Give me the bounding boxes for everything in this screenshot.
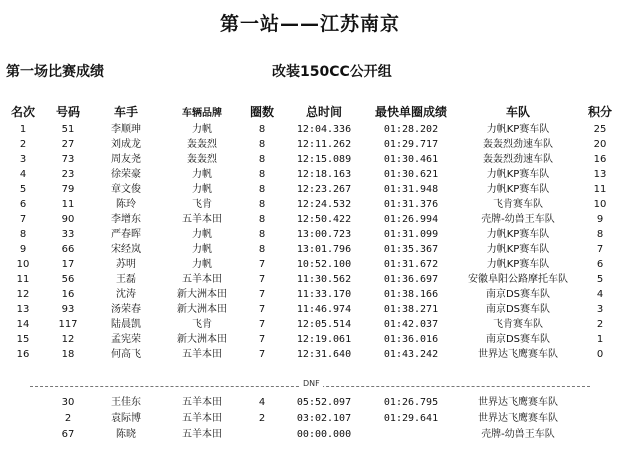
page-title: 第一站——江苏南京 bbox=[219, 13, 400, 35]
result-team: 南京DS赛车队 bbox=[485, 289, 551, 300]
result-number: 73 bbox=[61, 154, 75, 165]
results-table bbox=[0, 100, 620, 362]
result-laps: 8 bbox=[258, 244, 266, 255]
result-rider: 孟宪荣 bbox=[111, 334, 141, 345]
result-laps: 7 bbox=[258, 289, 266, 300]
result-best-lap: 01:43.242 bbox=[383, 349, 439, 360]
result-rider: 苏明 bbox=[116, 259, 136, 270]
result-total-time: 12:31.640 bbox=[296, 349, 352, 360]
result-number: 18 bbox=[61, 349, 75, 360]
result-laps: 8 bbox=[258, 184, 266, 195]
result-rank: 10 bbox=[16, 259, 30, 270]
result-rank: 4 bbox=[19, 169, 27, 180]
result-number: 66 bbox=[61, 244, 75, 255]
result-brand: 力帆 bbox=[192, 184, 212, 195]
result-total-time: 13:01.796 bbox=[296, 244, 352, 255]
dnf-points bbox=[580, 411, 620, 427]
result-best-lap: 01:31.376 bbox=[383, 199, 439, 210]
dnf-laps: 2 bbox=[258, 413, 266, 424]
result-brand: 五羊本田 bbox=[182, 349, 222, 360]
result-total-time: 12:18.163 bbox=[296, 169, 352, 180]
dnf-points bbox=[580, 395, 620, 411]
result-team: 力帆KP赛车队 bbox=[486, 259, 550, 270]
result-rank: 6 bbox=[19, 199, 27, 210]
result-team: 力帆KP赛车队 bbox=[486, 184, 550, 195]
result-points: 11 bbox=[593, 184, 607, 195]
result-rank: 8 bbox=[19, 229, 27, 240]
result-row bbox=[0, 317, 620, 332]
result-number: 90 bbox=[61, 214, 75, 225]
result-team: 南京DS赛车队 bbox=[485, 304, 551, 315]
result-number: 12 bbox=[61, 334, 75, 345]
result-row bbox=[0, 332, 620, 347]
result-brand: 轰轰烈 bbox=[187, 139, 217, 150]
race-category: 改装150CC公开组 bbox=[272, 64, 392, 80]
result-total-time: 12:24.532 bbox=[296, 199, 352, 210]
result-rider: 宋经岚 bbox=[111, 244, 141, 255]
result-team: 轰轰烈劲速车队 bbox=[483, 139, 553, 150]
result-total-time: 11:33.170 bbox=[296, 289, 352, 300]
result-best-lap: 01:30.461 bbox=[383, 154, 439, 165]
result-points: 6 bbox=[596, 259, 604, 270]
dnf-team: 世界达飞鹰赛车队 bbox=[478, 413, 558, 424]
dnf-brand: 五羊本田 bbox=[182, 397, 222, 408]
result-points: 4 bbox=[596, 289, 604, 300]
result-best-lap: 01:38.166 bbox=[383, 289, 439, 300]
result-brand: 飞肯 bbox=[192, 199, 212, 210]
dnf-table bbox=[0, 395, 620, 443]
result-laps: 8 bbox=[258, 214, 266, 225]
result-row bbox=[0, 272, 620, 287]
result-total-time: 12:19.061 bbox=[296, 334, 352, 345]
result-laps: 8 bbox=[258, 229, 266, 240]
result-number: 27 bbox=[61, 139, 75, 150]
result-best-lap: 01:29.717 bbox=[383, 139, 439, 150]
result-points: 2 bbox=[596, 319, 604, 330]
result-row bbox=[0, 197, 620, 212]
result-rank: 15 bbox=[16, 334, 30, 345]
result-brand: 五羊本田 bbox=[182, 274, 222, 285]
result-laps: 8 bbox=[258, 199, 266, 210]
header-row bbox=[0, 100, 620, 122]
result-points: 16 bbox=[593, 154, 607, 165]
result-rider: 李增东 bbox=[111, 214, 141, 225]
dnf-row bbox=[0, 395, 620, 411]
result-rider: 汤荣春 bbox=[111, 304, 141, 315]
result-number: 117 bbox=[58, 319, 78, 330]
result-total-time: 10:52.100 bbox=[296, 259, 352, 270]
dnf-body bbox=[0, 395, 620, 443]
result-row bbox=[0, 212, 620, 227]
dnf-row bbox=[0, 411, 620, 427]
result-laps: 8 bbox=[258, 154, 266, 165]
result-number: 56 bbox=[61, 274, 75, 285]
result-rank: 11 bbox=[16, 274, 30, 285]
dnf-points bbox=[580, 427, 620, 443]
result-rank: 13 bbox=[16, 304, 30, 315]
result-rider: 严春晖 bbox=[111, 229, 141, 240]
result-laps: 7 bbox=[258, 274, 266, 285]
result-total-time: 12:11.262 bbox=[296, 139, 352, 150]
result-best-lap: 01:42.037 bbox=[383, 319, 439, 330]
result-best-lap: 01:31.948 bbox=[383, 184, 439, 195]
dnf-rank bbox=[0, 411, 46, 427]
result-points: 10 bbox=[593, 199, 607, 210]
result-rider: 陈玲 bbox=[116, 199, 136, 210]
result-total-time: 12:23.267 bbox=[296, 184, 352, 195]
header-brand: 车辆品牌 bbox=[182, 107, 222, 119]
header-laps: 圈数 bbox=[249, 104, 274, 119]
result-total-time: 12:05.514 bbox=[296, 319, 352, 330]
dnf-number: 67 bbox=[61, 429, 75, 440]
result-laps: 7 bbox=[258, 319, 266, 330]
result-brand: 五羊本田 bbox=[182, 214, 222, 225]
result-row bbox=[0, 167, 620, 182]
result-number: 79 bbox=[61, 184, 75, 195]
result-number: 23 bbox=[61, 169, 75, 180]
result-row bbox=[0, 227, 620, 242]
result-rank: 2 bbox=[19, 139, 27, 150]
result-best-lap: 01:31.099 bbox=[383, 229, 439, 240]
result-row bbox=[0, 302, 620, 317]
result-points: 25 bbox=[593, 124, 607, 135]
dnf-laps bbox=[242, 427, 282, 443]
result-brand: 新大洲本田 bbox=[177, 334, 227, 345]
dnf-number: 30 bbox=[61, 397, 75, 408]
result-rank: 12 bbox=[16, 289, 30, 300]
dnf-team: 壳牌-幼兽王车队 bbox=[481, 429, 555, 440]
result-row bbox=[0, 122, 620, 137]
result-best-lap: 01:38.271 bbox=[383, 304, 439, 315]
result-row bbox=[0, 242, 620, 257]
result-row bbox=[0, 137, 620, 152]
result-best-lap: 01:36.697 bbox=[383, 274, 439, 285]
result-laps: 7 bbox=[258, 349, 266, 360]
result-best-lap: 01:35.367 bbox=[383, 244, 439, 255]
result-row bbox=[0, 257, 620, 272]
result-rank: 3 bbox=[19, 154, 27, 165]
dnf-rider: 陈晓 bbox=[116, 429, 136, 440]
result-best-lap: 01:31.672 bbox=[383, 259, 439, 270]
result-laps: 8 bbox=[258, 139, 266, 150]
result-rider: 陆晨凯 bbox=[111, 319, 141, 330]
result-team: 飞肯赛车队 bbox=[493, 199, 543, 210]
header-total-time: 总时间 bbox=[305, 104, 342, 119]
result-laps: 7 bbox=[258, 334, 266, 345]
result-points: 8 bbox=[596, 229, 604, 240]
result-total-time: 13:00.723 bbox=[296, 229, 352, 240]
dnf-row bbox=[0, 427, 620, 443]
dnf-total-time: 03:02.107 bbox=[296, 413, 352, 424]
result-brand: 轰轰烈 bbox=[187, 154, 217, 165]
result-number: 51 bbox=[61, 124, 75, 135]
result-laps: 8 bbox=[258, 124, 266, 135]
result-brand: 力帆 bbox=[192, 229, 212, 240]
result-team: 力帆KP赛车队 bbox=[486, 169, 550, 180]
dnf-total-time: 05:52.097 bbox=[296, 397, 352, 408]
dnf-rank bbox=[0, 427, 46, 443]
result-rider: 刘成龙 bbox=[111, 139, 141, 150]
result-brand: 力帆 bbox=[192, 244, 212, 255]
result-rider: 徐荣豪 bbox=[111, 169, 141, 180]
dnf-rider: 袁际博 bbox=[111, 413, 141, 424]
result-rank: 16 bbox=[16, 349, 30, 360]
header-rider: 车手 bbox=[113, 104, 138, 119]
result-row bbox=[0, 182, 620, 197]
result-rider: 李顺珅 bbox=[111, 124, 141, 135]
result-total-time: 11:46.974 bbox=[296, 304, 352, 315]
dnf-laps: 4 bbox=[258, 397, 266, 408]
result-points: 9 bbox=[596, 214, 604, 225]
race-name: 第一场比赛成绩 bbox=[6, 64, 104, 80]
result-best-lap: 01:36.016 bbox=[383, 334, 439, 345]
dnf-total-time: 00:00.000 bbox=[296, 429, 352, 440]
header-points: 积分 bbox=[587, 104, 612, 119]
result-number: 17 bbox=[61, 259, 75, 270]
result-rider: 何高飞 bbox=[111, 349, 141, 360]
header-number: 号码 bbox=[55, 104, 80, 119]
result-row bbox=[0, 287, 620, 302]
result-team: 飞肯赛车队 bbox=[493, 319, 543, 330]
header-rank: 名次 bbox=[10, 104, 35, 119]
result-brand: 力帆 bbox=[192, 259, 212, 270]
header-best-lap: 最快单圈成绩 bbox=[374, 104, 447, 119]
dnf-label: DNF bbox=[300, 379, 323, 388]
result-points: 13 bbox=[593, 169, 607, 180]
result-rank: 7 bbox=[19, 214, 27, 225]
result-laps: 7 bbox=[258, 259, 266, 270]
result-brand: 飞肯 bbox=[192, 319, 212, 330]
dnf-best-lap bbox=[366, 427, 456, 443]
result-points: 0 bbox=[596, 349, 604, 360]
result-best-lap: 01:28.202 bbox=[383, 124, 439, 135]
result-total-time: 12:15.089 bbox=[296, 154, 352, 165]
result-brand: 新大洲本田 bbox=[177, 304, 227, 315]
result-team: 力帆KP赛车队 bbox=[486, 229, 550, 240]
result-total-time: 11:30.562 bbox=[296, 274, 352, 285]
result-team: 壳牌-幼兽王车队 bbox=[481, 214, 555, 225]
result-number: 93 bbox=[61, 304, 75, 315]
result-laps: 8 bbox=[258, 169, 266, 180]
dnf-team: 世界达飞鹰赛车队 bbox=[478, 397, 558, 408]
dnf-brand: 五羊本田 bbox=[182, 429, 222, 440]
result-rider: 沈涛 bbox=[116, 289, 136, 300]
result-brand: 力帆 bbox=[192, 124, 212, 135]
result-row bbox=[0, 152, 620, 167]
result-number: 33 bbox=[61, 229, 75, 240]
result-brand: 新大洲本田 bbox=[177, 289, 227, 300]
result-brand: 力帆 bbox=[192, 169, 212, 180]
result-points: 3 bbox=[596, 304, 604, 315]
result-laps: 7 bbox=[258, 304, 266, 315]
result-team: 轰轰烈劲速车队 bbox=[483, 154, 553, 165]
dnf-best-lap: 01:26.795 bbox=[383, 397, 439, 408]
result-points: 7 bbox=[596, 244, 604, 255]
result-rank: 1 bbox=[19, 124, 27, 135]
dnf-brand: 五羊本田 bbox=[182, 413, 222, 424]
result-points: 20 bbox=[593, 139, 607, 150]
result-points: 1 bbox=[596, 334, 604, 345]
dnf-rider: 王佳东 bbox=[111, 397, 141, 408]
result-rank: 14 bbox=[16, 319, 30, 330]
result-row bbox=[0, 347, 620, 362]
results-body bbox=[0, 122, 620, 362]
result-rider: 王磊 bbox=[116, 274, 136, 285]
result-rider: 周友尧 bbox=[111, 154, 141, 165]
result-number: 16 bbox=[61, 289, 75, 300]
result-points: 5 bbox=[596, 274, 604, 285]
dnf-best-lap: 01:29.641 bbox=[383, 413, 439, 424]
dnf-number: 2 bbox=[64, 413, 72, 424]
result-rank: 5 bbox=[19, 184, 27, 195]
result-rider: 章文俊 bbox=[111, 184, 141, 195]
result-number: 11 bbox=[61, 199, 75, 210]
result-rank: 9 bbox=[19, 244, 27, 255]
result-team: 安徽阜阳公路摩托车队 bbox=[468, 274, 568, 285]
result-team: 力帆KP赛车队 bbox=[486, 244, 550, 255]
header-team: 车队 bbox=[505, 104, 530, 119]
result-total-time: 12:50.422 bbox=[296, 214, 352, 225]
result-team: 南京DS赛车队 bbox=[485, 334, 551, 345]
result-team: 力帆KP赛车队 bbox=[486, 124, 550, 135]
result-total-time: 12:04.336 bbox=[296, 124, 352, 135]
result-best-lap: 01:30.621 bbox=[383, 169, 439, 180]
result-best-lap: 01:26.994 bbox=[383, 214, 439, 225]
dnf-rank bbox=[0, 395, 46, 411]
result-team: 世界达飞鹰赛车队 bbox=[478, 349, 558, 360]
